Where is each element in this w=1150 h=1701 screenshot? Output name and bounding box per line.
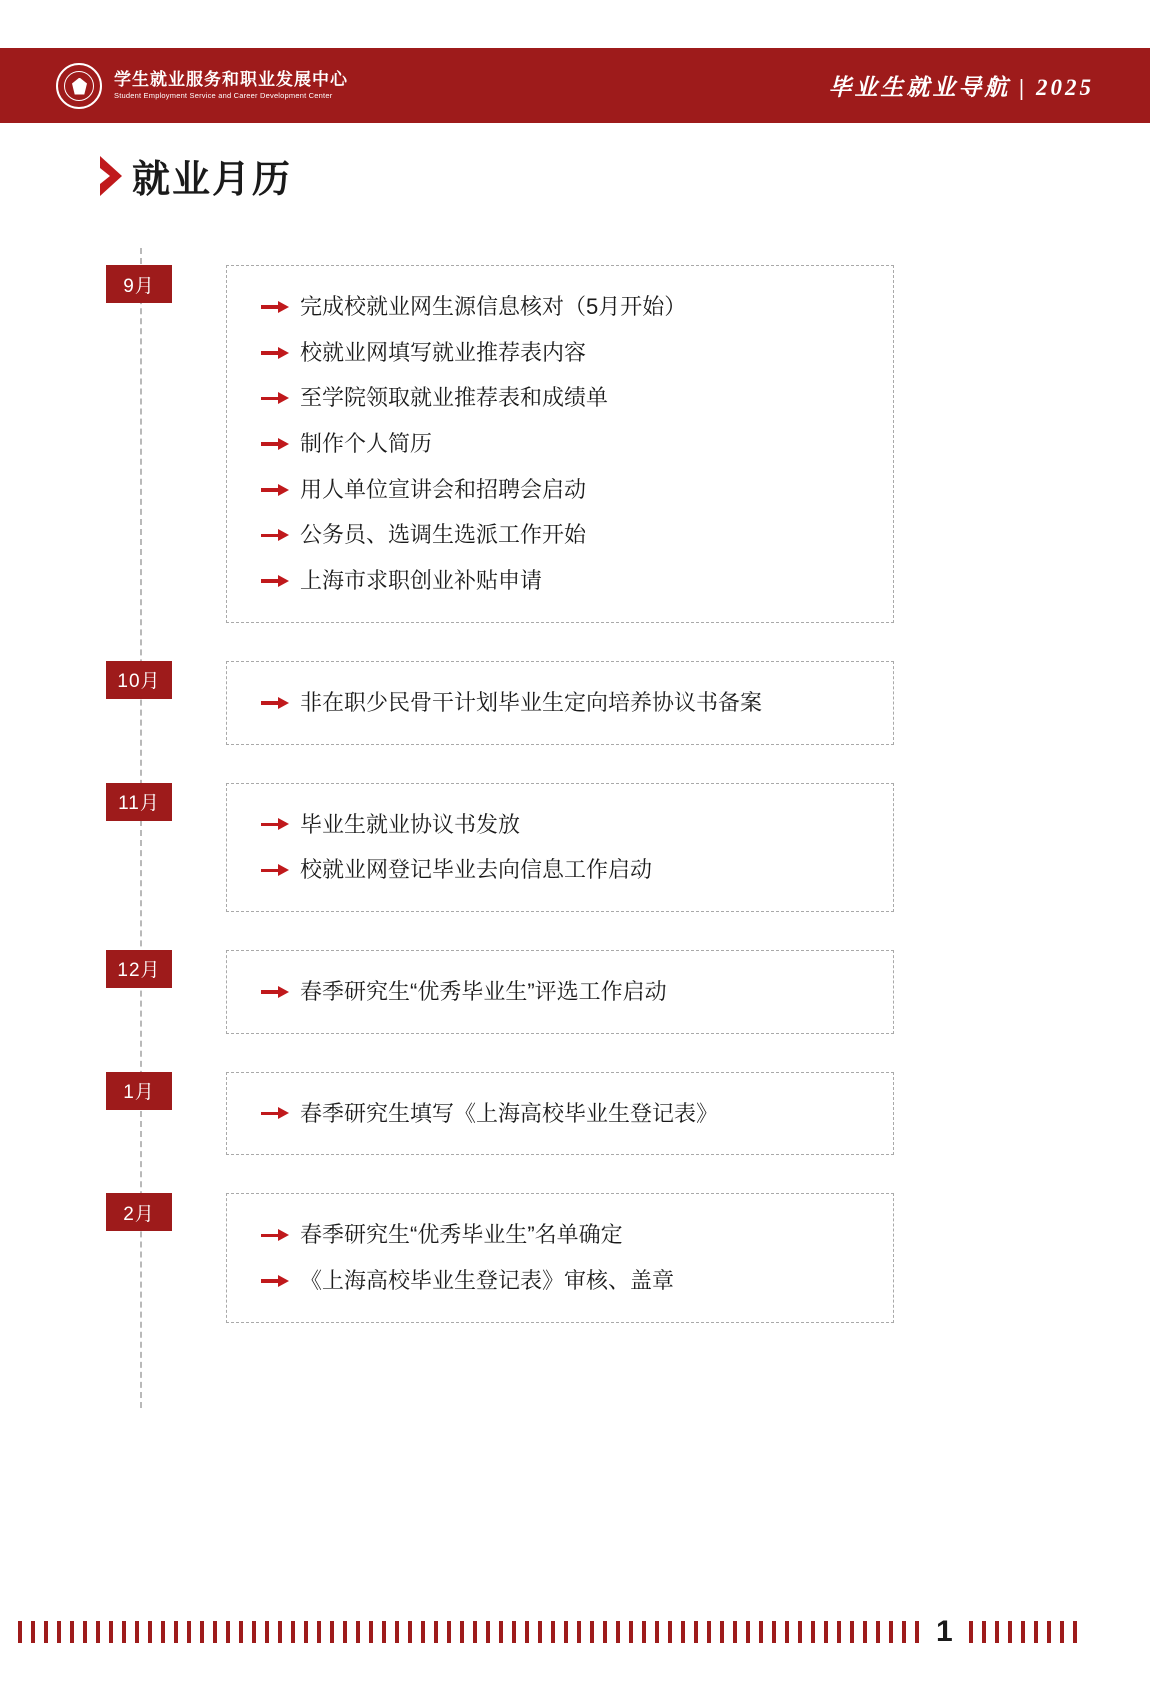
- month-items: [226, 661, 894, 745]
- month-badge: 10月: [106, 661, 172, 699]
- month-block: [98, 950, 898, 1034]
- month-block: [98, 783, 898, 912]
- arrow-right-icon: [261, 984, 291, 1000]
- calendar-item-text: 《上海高校毕业生登记表》审核、盖章: [300, 1267, 675, 1293]
- calendar-item: [261, 338, 867, 368]
- arrow-right-icon: [261, 1227, 291, 1243]
- page-title: 就业月历: [132, 159, 293, 201]
- calendar-item: [261, 688, 867, 718]
- arrow-right-icon: [261, 390, 291, 406]
- calendar-item-text: 校就业网填写就业推荐表内容: [300, 339, 587, 365]
- arrow-right-icon: [261, 436, 291, 452]
- org-name-en: Student Employment Service and Career Development Center: [114, 91, 333, 101]
- month-items: [226, 1072, 894, 1156]
- page-number: 1: [936, 1615, 953, 1648]
- calendar-item: [261, 292, 867, 322]
- calendar-item-text: 非在职少民骨干计划毕业生定向培养协议书备案: [300, 689, 763, 715]
- month-items: [226, 1193, 894, 1322]
- calendar-item: [261, 475, 867, 505]
- calendar-item: [261, 977, 867, 1007]
- calendar-item: [261, 1220, 867, 1250]
- calendar-item: [261, 1099, 867, 1129]
- arrow-right-icon: [261, 862, 291, 878]
- page-footer: [0, 1611, 1150, 1653]
- arrow-right-icon: [261, 573, 291, 589]
- calendar-item-text: 春季研究生“优秀毕业生”评选工作启动: [300, 978, 667, 1004]
- calendar-item: [261, 566, 867, 596]
- arrow-right-icon: [261, 816, 291, 832]
- employment-calendar: [98, 265, 898, 1361]
- org-name-cn: 学生就业服务和职业发展中心: [114, 69, 348, 89]
- arrow-right-icon: [261, 345, 291, 361]
- arrow-right-icon: [261, 527, 291, 543]
- month-block: [98, 265, 898, 623]
- month-block: [98, 1072, 898, 1156]
- banner-title: 毕业生就业导航 | 2025: [828, 75, 1094, 100]
- calendar-item-text: 用人单位宣讲会和招聘会启动: [300, 476, 587, 502]
- org-name-block: [114, 70, 348, 101]
- arrow-right-icon: [261, 482, 291, 498]
- page-title-row: [98, 148, 292, 203]
- month-items: [226, 783, 894, 912]
- calendar-item: [261, 855, 867, 885]
- page-header: [0, 48, 1150, 123]
- calendar-item-text: 完成校就业网生源信息核对（5月开始）: [300, 294, 687, 319]
- calendar-item-text: 上海市求职创业补贴申请: [300, 568, 543, 594]
- calendar-item-text: 春季研究生填写《上海高校毕业生登记表》: [300, 1100, 719, 1126]
- header-branding: [56, 63, 348, 109]
- chevron-right-icon: [98, 154, 124, 198]
- month-badge: 1月: [106, 1072, 172, 1110]
- month-badge: 9月: [106, 265, 172, 303]
- month-block: [98, 661, 898, 745]
- month-badge: 12月: [106, 950, 172, 988]
- arrow-right-icon: [261, 1105, 291, 1121]
- calendar-item-text: 校就业网登记毕业去向信息工作启动: [300, 857, 653, 883]
- month-block: [98, 1193, 898, 1322]
- calendar-item-text: 制作个人简历: [300, 431, 433, 457]
- calendar-item-text: 公务员、选调生选派工作开始: [300, 522, 587, 548]
- arrow-right-icon: [261, 299, 291, 315]
- calendar-item-text: 春季研究生“优秀毕业生”名单确定: [300, 1222, 623, 1248]
- month-badge: 11月: [106, 783, 172, 821]
- calendar-item: [261, 383, 867, 413]
- university-seal-icon: [56, 63, 102, 109]
- calendar-item: [261, 810, 867, 840]
- calendar-item: [261, 429, 867, 459]
- calendar-item: [261, 1266, 867, 1296]
- calendar-item-text: 至学院领取就业推荐表和成绩单: [300, 385, 609, 411]
- calendar-item-text: 毕业生就业协议书发放: [300, 811, 521, 837]
- footer-dash-right: [969, 1621, 1089, 1643]
- calendar-item: [261, 520, 867, 550]
- month-items: [226, 950, 894, 1034]
- footer-dash-left: [18, 1621, 928, 1643]
- month-badge: 2月: [106, 1193, 172, 1231]
- arrow-right-icon: [261, 695, 291, 711]
- month-items: [226, 265, 894, 623]
- arrow-right-icon: [261, 1273, 291, 1289]
